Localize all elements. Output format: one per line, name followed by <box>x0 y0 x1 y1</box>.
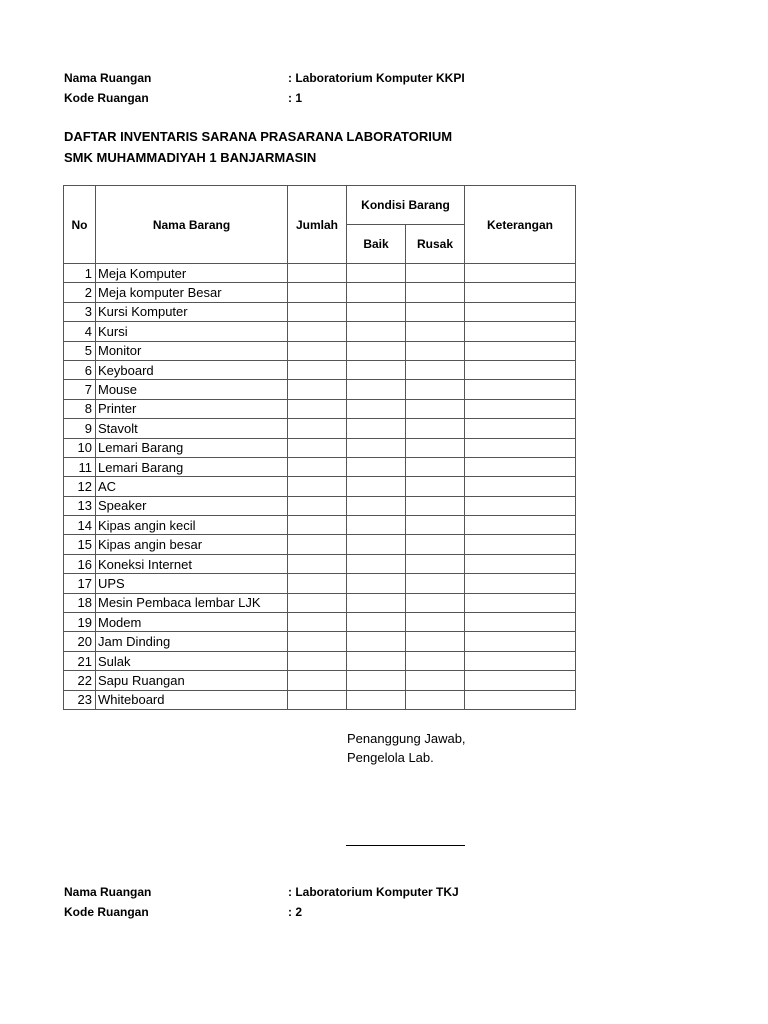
row-damaged <box>406 690 465 709</box>
row-item-name: Speaker <box>96 496 288 515</box>
row-good <box>347 341 406 360</box>
row-notes <box>465 554 576 573</box>
row-item-name: Whiteboard <box>96 690 288 709</box>
row-good <box>347 554 406 573</box>
row-notes <box>465 651 576 670</box>
table-row <box>64 593 576 612</box>
header-quantity: Jumlah <box>288 186 347 264</box>
row-notes <box>465 574 576 593</box>
row-quantity <box>288 554 347 573</box>
row-damaged <box>406 302 465 321</box>
row-item-name: Sulak <box>96 651 288 670</box>
row-damaged <box>406 457 465 476</box>
table-row <box>64 302 576 321</box>
row-good <box>347 380 406 399</box>
header-good: Baik <box>347 225 406 264</box>
row-item-name: Keyboard <box>96 360 288 379</box>
row-good <box>347 516 406 535</box>
row-damaged <box>406 438 465 457</box>
row-no: 18 <box>64 593 96 612</box>
row-no: 6 <box>64 360 96 379</box>
row-no: 11 <box>64 457 96 476</box>
row-good <box>347 457 406 476</box>
row-notes <box>465 477 576 496</box>
row-no: 12 <box>64 477 96 496</box>
row-damaged <box>406 613 465 632</box>
row-no: 21 <box>64 651 96 670</box>
table-row <box>64 457 576 476</box>
row-quantity <box>288 671 347 690</box>
header-no: No <box>64 186 96 264</box>
room1-name-value: : Laboratorium Komputer KKPI <box>288 71 465 85</box>
row-no: 15 <box>64 535 96 554</box>
row-damaged <box>406 516 465 535</box>
row-damaged <box>406 651 465 670</box>
table-row <box>64 516 576 535</box>
row-damaged <box>406 535 465 554</box>
row-notes <box>465 593 576 612</box>
row-no: 13 <box>64 496 96 515</box>
row-good <box>347 535 406 554</box>
room2-name-value: : Laboratorium Komputer TKJ <box>288 885 459 899</box>
row-good <box>347 613 406 632</box>
room1-name-label: Nama Ruangan <box>64 71 152 85</box>
header-notes: Keterangan <box>465 186 576 264</box>
row-good <box>347 360 406 379</box>
table-row <box>64 574 576 593</box>
row-quantity <box>288 690 347 709</box>
document-title-line1: DAFTAR INVENTARIS SARANA PRASARANA LABORATORIUM <box>64 129 453 144</box>
row-quantity <box>288 419 347 438</box>
row-no: 4 <box>64 322 96 341</box>
inventory-table <box>63 185 576 710</box>
row-quantity <box>288 574 347 593</box>
row-quantity <box>288 457 347 476</box>
row-quantity <box>288 341 347 360</box>
row-good <box>347 690 406 709</box>
row-quantity <box>288 632 347 651</box>
row-notes <box>465 360 576 379</box>
row-item-name: Sapu Ruangan <box>96 671 288 690</box>
table-row <box>64 613 576 632</box>
row-quantity <box>288 438 347 457</box>
row-damaged <box>406 399 465 418</box>
row-good <box>347 322 406 341</box>
row-good <box>347 399 406 418</box>
table-row <box>64 477 576 496</box>
row-good <box>347 477 406 496</box>
row-no: 1 <box>64 264 96 283</box>
row-good <box>347 671 406 690</box>
row-damaged <box>406 632 465 651</box>
row-no: 19 <box>64 613 96 632</box>
header-condition: Kondisi Barang <box>347 186 465 225</box>
row-no: 8 <box>64 399 96 418</box>
row-damaged <box>406 593 465 612</box>
row-item-name: Mouse <box>96 380 288 399</box>
table-row <box>64 419 576 438</box>
table-row <box>64 690 576 709</box>
inventory-table-body <box>64 264 576 710</box>
signature-line <box>346 845 465 846</box>
row-good <box>347 419 406 438</box>
table-row <box>64 360 576 379</box>
row-item-name: Kursi Komputer <box>96 302 288 321</box>
row-good <box>347 283 406 302</box>
row-good <box>347 574 406 593</box>
row-quantity <box>288 651 347 670</box>
row-damaged <box>406 496 465 515</box>
row-no: 23 <box>64 690 96 709</box>
signature-title-line1: Penanggung Jawab, <box>347 731 466 746</box>
table-row <box>64 380 576 399</box>
row-item-name: Meja komputer Besar <box>96 283 288 302</box>
row-good <box>347 302 406 321</box>
row-good <box>347 632 406 651</box>
row-item-name: Jam Dinding <box>96 632 288 651</box>
table-row <box>64 341 576 360</box>
row-no: 14 <box>64 516 96 535</box>
table-row <box>64 632 576 651</box>
row-no: 16 <box>64 554 96 573</box>
row-quantity <box>288 496 347 515</box>
row-quantity <box>288 322 347 341</box>
table-row <box>64 438 576 457</box>
row-damaged <box>406 574 465 593</box>
row-quantity <box>288 360 347 379</box>
row-no: 9 <box>64 419 96 438</box>
row-notes <box>465 341 576 360</box>
row-no: 5 <box>64 341 96 360</box>
row-damaged <box>406 341 465 360</box>
room2-code-value: : 2 <box>288 905 303 919</box>
row-notes <box>465 535 576 554</box>
row-damaged <box>406 554 465 573</box>
signature-title-line2: Pengelola Lab. <box>347 750 434 765</box>
row-notes <box>465 516 576 535</box>
row-notes <box>465 283 576 302</box>
row-item-name: Modem <box>96 613 288 632</box>
row-good <box>347 593 406 612</box>
row-item-name: Printer <box>96 399 288 418</box>
row-damaged <box>406 360 465 379</box>
table-row <box>64 322 576 341</box>
room2-code-label: Kode Ruangan <box>64 905 149 919</box>
table-row <box>64 264 576 283</box>
table-row <box>64 283 576 302</box>
row-item-name: Meja Komputer <box>96 264 288 283</box>
row-no: 17 <box>64 574 96 593</box>
row-item-name: Stavolt <box>96 419 288 438</box>
row-damaged <box>406 671 465 690</box>
row-good <box>347 438 406 457</box>
row-quantity <box>288 593 347 612</box>
document-title-line2: SMK MUHAMMADIYAH 1 BANJARMASIN <box>64 150 317 165</box>
row-notes <box>465 399 576 418</box>
row-quantity <box>288 516 347 535</box>
table-row <box>64 535 576 554</box>
row-quantity <box>288 283 347 302</box>
room1-code-value: : 1 <box>288 91 303 105</box>
room1-code-label: Kode Ruangan <box>64 91 149 105</box>
row-damaged <box>406 264 465 283</box>
row-no: 3 <box>64 302 96 321</box>
row-notes <box>465 613 576 632</box>
row-good <box>347 264 406 283</box>
table-row <box>64 651 576 670</box>
row-item-name: Koneksi Internet <box>96 554 288 573</box>
row-quantity <box>288 535 347 554</box>
row-damaged <box>406 322 465 341</box>
row-damaged <box>406 283 465 302</box>
table-row <box>64 399 576 418</box>
row-no: 10 <box>64 438 96 457</box>
row-notes <box>465 438 576 457</box>
row-damaged <box>406 477 465 496</box>
row-item-name: Kipas angin besar <box>96 535 288 554</box>
row-item-name: Mesin Pembaca lembar LJK <box>96 593 288 612</box>
row-notes <box>465 690 576 709</box>
row-notes <box>465 380 576 399</box>
row-no: 2 <box>64 283 96 302</box>
row-item-name: Kursi <box>96 322 288 341</box>
row-notes <box>465 457 576 476</box>
table-row <box>64 671 576 690</box>
row-item-name: Lemari Barang <box>96 438 288 457</box>
row-damaged <box>406 380 465 399</box>
row-notes <box>465 632 576 651</box>
row-quantity <box>288 264 347 283</box>
row-no: 20 <box>64 632 96 651</box>
row-item-name: AC <box>96 477 288 496</box>
row-no: 7 <box>64 380 96 399</box>
row-notes <box>465 496 576 515</box>
row-notes <box>465 302 576 321</box>
row-quantity <box>288 380 347 399</box>
row-quantity <box>288 477 347 496</box>
table-row <box>64 496 576 515</box>
row-item-name: UPS <box>96 574 288 593</box>
row-item-name: Monitor <box>96 341 288 360</box>
row-item-name: Kipas angin kecil <box>96 516 288 535</box>
row-item-name: Lemari Barang <box>96 457 288 476</box>
row-good <box>347 651 406 670</box>
row-notes <box>465 264 576 283</box>
row-quantity <box>288 302 347 321</box>
row-no: 22 <box>64 671 96 690</box>
row-quantity <box>288 399 347 418</box>
row-notes <box>465 671 576 690</box>
table-row <box>64 554 576 573</box>
room2-name-label: Nama Ruangan <box>64 885 152 899</box>
row-damaged <box>406 419 465 438</box>
row-notes <box>465 322 576 341</box>
row-notes <box>465 419 576 438</box>
header-damaged: Rusak <box>406 225 465 264</box>
row-good <box>347 496 406 515</box>
header-item-name: Nama Barang <box>96 186 288 264</box>
row-quantity <box>288 613 347 632</box>
